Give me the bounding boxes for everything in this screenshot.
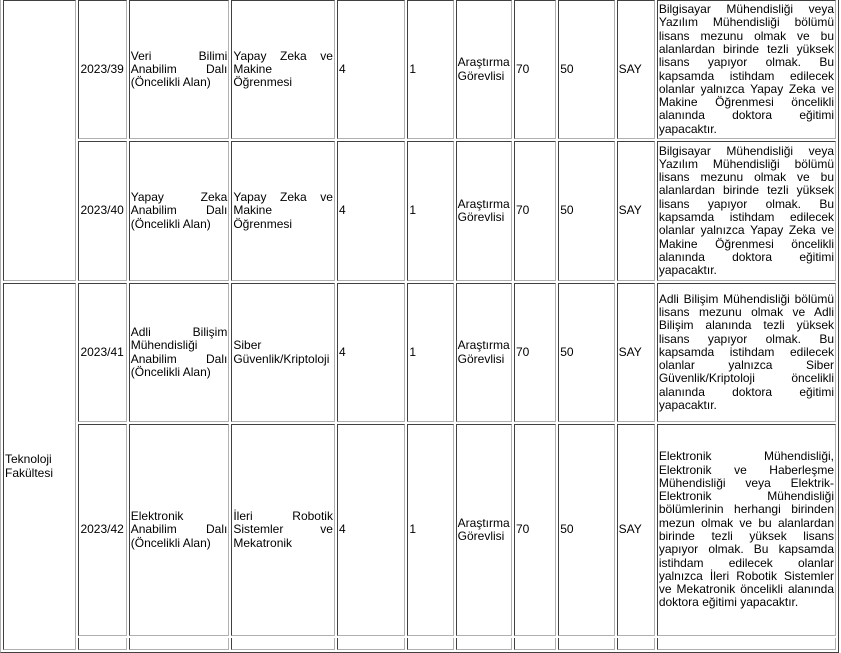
requirements-description: Elektronik Mühendisliği, Elektronik ve Haberleşme Mühendisliği veya Elektrik-Elektronik Mühendisliği bölümlerinin herhangi birinden mezun olmak ve bu alanlardan birinde tezli yüksek lisans yapıyor olmak. Bu kapsamda istihdam edilecek olanlar yalnızca İleri Robotik Sistemler ve Mekatronik öncelikli alanında doktora eğitimi yapacaktır. (657, 424, 836, 636)
quota-cell: 1 (407, 283, 453, 422)
score-type: SAY (617, 0, 655, 139)
score-type: SAY (617, 141, 655, 281)
table-row (3, 0, 836, 139)
position-code: 2023/41 (78, 283, 126, 422)
position-code: 2023/42 (78, 424, 126, 636)
position-title: Araştırma Görevlisi (456, 424, 512, 636)
count-cell: 4 (337, 141, 405, 281)
requirements-description: Bilgisayar Mühendisliği veya Yazılım Mühendisliği bölümü lisans mezunu olmak ve bu alanlardan birinde tezli yüksek lisans yapıyor olmak. Bu kapsamda istihdam edilecek olanlar yalnızca Yapay Zeka ve Makine Öğrenmesi öncelikli alanında doktora eğitimi yapacaktır. (657, 141, 836, 281)
research-field: Siber Güvenlik/Kriptoloji (231, 283, 335, 422)
count-cell: 4 (337, 0, 405, 139)
research-field: Yapay Zeka ve Makine Öğrenmesi (231, 0, 335, 139)
table-row (3, 283, 836, 422)
ales-score: 70 (514, 424, 556, 636)
quota-cell: 1 (407, 424, 453, 636)
research-field: İleri Robotik Sistemler ve Mekatronik (231, 424, 335, 636)
department-name: Elektronik Anabilim Dalı (Öncelikli Alan) (129, 424, 230, 636)
requirements-description: Bilgisayar Mühendisliği veya Yazılım Mühendisliği bölümü lisans mezunu olmak ve bu alanlardan birinde tezli yüksek lisans yapıyor olmak. Bu kapsamda istihdam edilecek olanlar yalnızca Yapay Zeka ve Makine Öğrenmesi öncelikli alanında doktora eğitimi yapacaktır. (657, 0, 836, 139)
position-code: 2023/40 (78, 141, 126, 281)
language-score: 50 (558, 283, 614, 422)
ales-score: 70 (514, 0, 556, 139)
department-name: Adli Bilişim Mühendisliği Anabilim Dalı (Öncelikli Alan) (129, 283, 230, 422)
score-type: SAY (617, 283, 655, 422)
count-cell: 4 (337, 424, 405, 636)
quota-cell: 1 (407, 141, 453, 281)
language-score: 50 (558, 0, 614, 139)
position-code: 2023/39 (78, 0, 126, 139)
table-row (3, 638, 836, 650)
department-name: Yapay Zeka Anabilim Dalı (Öncelikli Alan) (129, 141, 230, 281)
ales-score: 70 (514, 283, 556, 422)
language-score: 50 (558, 424, 614, 636)
faculty-cell: Teknoloji Fakültesi (3, 283, 76, 650)
table-row (3, 424, 836, 636)
language-score: 50 (558, 141, 614, 281)
score-type: SAY (617, 424, 655, 636)
faculty-cell (3, 0, 76, 281)
position-title: Araştırma Görevlisi (456, 141, 512, 281)
table-row (3, 141, 836, 281)
research-field: Yapay Zeka ve Makine Öğrenmesi (231, 141, 335, 281)
position-title: Araştırma Görevlisi (456, 0, 512, 139)
department-name: Veri Bilimi Anabilim Dalı (Öncelikli Alan) (129, 0, 230, 139)
requirements-description: Adli Bilişim Mühendisliği bölümü lisans mezunu olmak ve Adli Bilişim alanında tezli yüksek lisans yapıyor olmak. Bu kapsamda istihdam edilecek olanlar yalnızca Siber Güvenlik/Kriptoloji öncelikli alanında doktora eğitimi yapacaktır. (657, 283, 836, 422)
ales-score: 70 (514, 141, 556, 281)
quota-cell: 1 (407, 0, 453, 139)
count-cell: 4 (337, 283, 405, 422)
position-title: Araştırma Görevlisi (456, 283, 512, 422)
